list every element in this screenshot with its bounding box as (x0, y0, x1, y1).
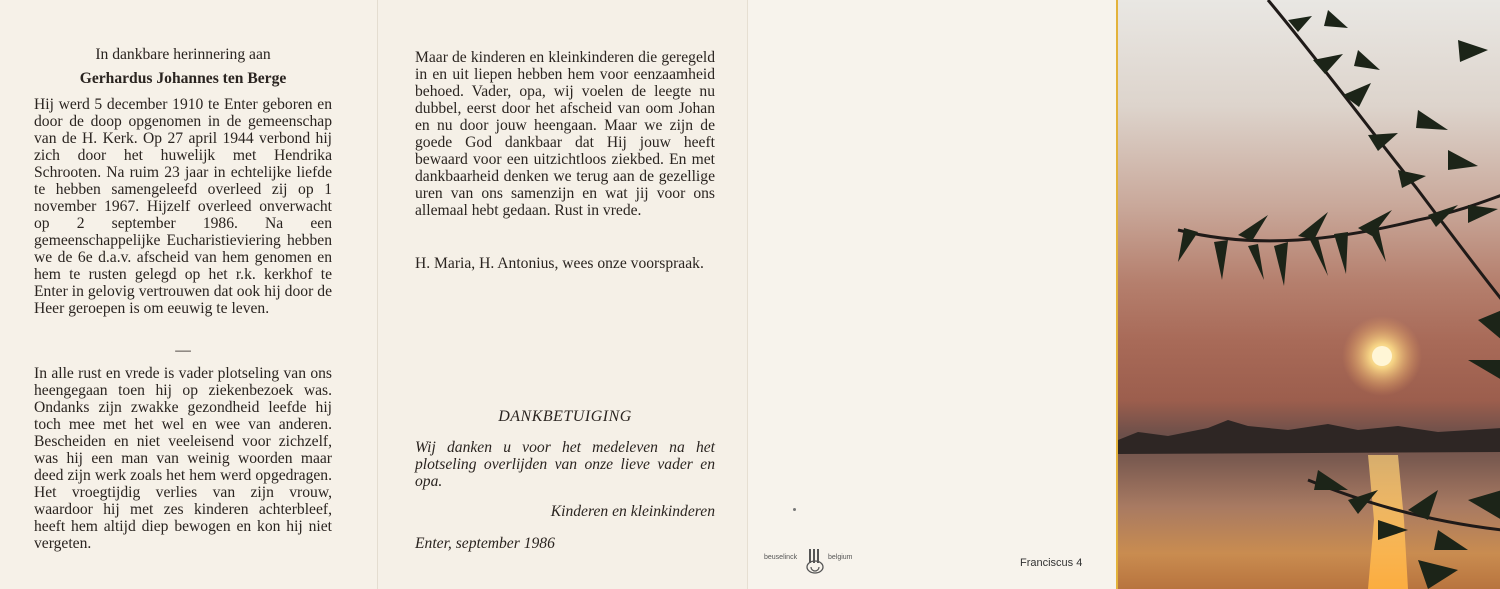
place-date: Enter, september 1986 (415, 535, 555, 552)
biography-paragraph: Hij werd 5 december 1910 te Enter geboren en door de doop opgenomen in de gemeenschap van de H. Kerk. Op 27 april 1944 verbond hij zich door het huwelijk met Hendrika Schrooten. Na ruim 23 jaar in echtelijke liefde te hebben samengeleefd overleed zij op 1 november 1967. Hijzelf overleed onverwacht op 2 september 1986. Na een gemeenschappelijke Eucharistieviering hebben we de 6e d.a.v. afscheid van hem genomen en hem te rusten gelegd op het r.k. kerkhof te Enter in gelovig vertrouwen dat ook hij door de Heer geroepen is om eeuwig te leven. (34, 96, 332, 317)
printer-country: belgium (828, 554, 853, 561)
thanks-signature: Kinderen en kleinkinderen (550, 503, 715, 520)
middle-panel (378, 0, 748, 589)
left-panel (0, 0, 378, 589)
thanks-title: DANKBETUIGING (498, 408, 632, 425)
memorial-heading: In dankbare herinnering aan (95, 46, 271, 63)
printer-name: beuselinck (764, 554, 798, 561)
print-dot (793, 508, 796, 511)
printer-logo (764, 548, 874, 578)
back-panel (748, 0, 1116, 589)
thanks-text: Wij danken u voor het medeleven na het plotseling overlijden van onze lieve vader en opa. (415, 439, 715, 490)
prayer-line: H. Maria, H. Antonius, wees onze voorspraak. (415, 255, 704, 272)
remembrance-paragraph: In alle rust en vrede is vader plotseling van ons heengegaan toen hij op ziekenbezoek was. Ondanks zijn zwakke gezondheid leefde hij toch mee met het wel en wee van anderen. Bescheiden en niet veeleisend voor zichzelf, was hij een man van weinig woorden maar deed zijn werk zoals het hem werd opgedragen. Het vroegtijdig verlies van zijn vrouw, waardoor hij met zes kinderen achterbleef, heeft hem altijd diep bewogen en kon hij niet vergeten. (34, 365, 332, 552)
family-paragraph: Maar de kinderen en kleinkinderen die geregeld in en uit liepen hebben hem voor eenzaamheid behoed. Vader, opa, wij voelen de leegte nu dubbel, eerst door het afscheid van oom Johan en nu door jouw heengaan. Maar we zijn de goede God dankbaar dat Hij jouw heeft bewaard voor een uitzichtloos ziekbed. En met dankbaarheid denken we terug aan de gezellige uren van ons samenzijn en wat jij voor ons allemaal hebt gedaan. Rust in vrede. (415, 49, 715, 219)
printer-mark-icon (804, 548, 826, 576)
sunset-scene-icon (1118, 0, 1500, 589)
deceased-name: Gerhardus Johannes ten Berge (79, 70, 287, 87)
photo-panel (1116, 0, 1500, 589)
section-separator: — (175, 342, 191, 359)
card-code: Franciscus 4 (1020, 557, 1083, 569)
